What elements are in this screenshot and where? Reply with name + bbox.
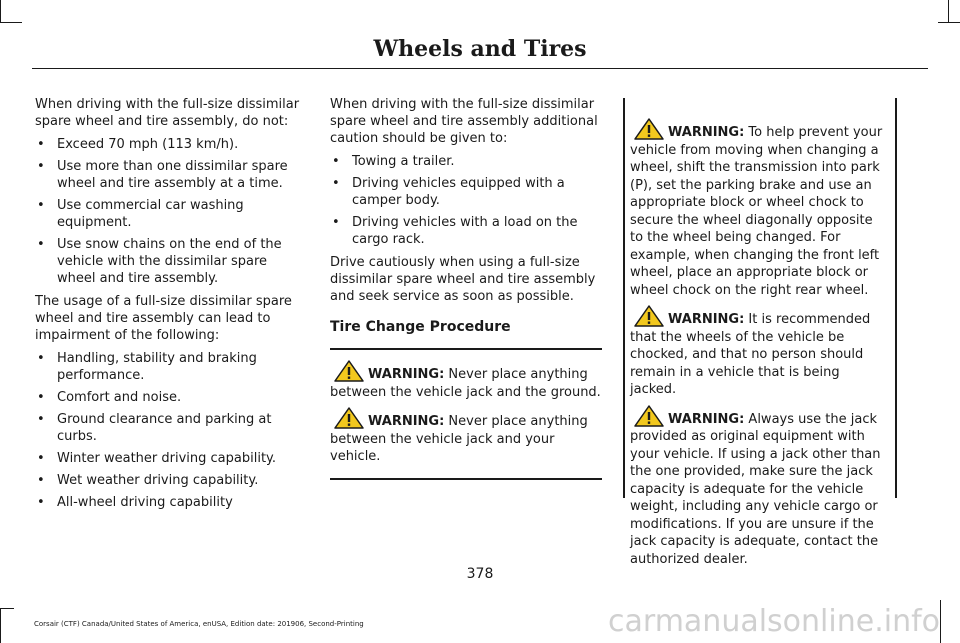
bullet-list (35, 136, 305, 287)
crop-mark (0, 608, 1, 643)
warning-text: It is recommended that the wheels of the vehicle be chocked, and that no person should remain in a vehicle that is being jacked. (630, 312, 871, 397)
list-item: • Towing a trailer. (330, 153, 602, 170)
warning-label: WARNING: (668, 312, 745, 327)
list-item: • Handling, stability and braking performance. (35, 350, 305, 384)
warning (330, 407, 602, 466)
crop-mark (938, 22, 960, 23)
header-divider (32, 68, 928, 69)
warning (630, 305, 888, 399)
warning-label: WARNING: (668, 411, 745, 427)
warning-label: WARNING: (368, 367, 445, 382)
warning-icon (634, 118, 664, 140)
warning-icon (634, 305, 664, 327)
paragraph: The usage of a full-size dissimilar spare wheel and tire assembly can lead to impairment of the following: (35, 294, 292, 343)
bullet-list (330, 153, 602, 248)
list-item: • Winter weather driving capability. (35, 450, 305, 467)
page-number: 378 (466, 566, 494, 582)
page-title: Wheels and Tires (373, 36, 587, 62)
crop-mark (940, 600, 941, 643)
list-item: • Use more than one dissimilar spare wheel and tire assembly at a time. (35, 158, 305, 192)
warning-icon (634, 405, 664, 427)
column-left (35, 96, 305, 517)
list-item: • Use commercial car washing equipment. (35, 197, 305, 231)
warning-label: WARNING: (668, 125, 745, 140)
list-item: • All-wheel driving capability (35, 494, 305, 511)
crop-mark (0, 608, 14, 609)
warning-text: To help prevent your vehicle from moving when changing a wheel, shift the transmission into park (P), set the parking brake and use an appropriate block or wheel chock to secure the wheel diagonally opposite to the wheel being changed. For example, when changing the front left wheel, place an appropriate block or wheel chock on the right rear wheel. (630, 125, 883, 298)
section-heading: Tire Change Procedure (330, 319, 511, 335)
column-right (630, 98, 888, 574)
list-item: • Driving vehicles with a load on the cargo rack. (330, 214, 602, 248)
list-item: • Driving vehicles equipped with a camper body. (330, 175, 602, 209)
warning-text: Always use the jack provided as original equipment with your vehicle. If using a jack other than the one provided, make sure the jack capacity is adequate for the vehicle weight, including any vehicle cargo or modifications. If you are unsure if the jack capacity is adequate, contact the authorized dealer. (630, 411, 881, 567)
crop-mark (948, 0, 949, 22)
crop-mark (0, 22, 22, 23)
warning-text: Never place anything between the vehicle jack and your vehicle. (330, 414, 588, 464)
list-item: • Wet weather driving capability. (35, 472, 305, 489)
warning (330, 360, 602, 401)
warning-icon (334, 407, 364, 429)
warning-text: Never place anything between the vehicle jack and the ground. (330, 367, 601, 400)
crop-mark (0, 0, 1, 22)
list-item: • Comfort and noise. (35, 389, 305, 406)
column-middle (330, 96, 602, 480)
paragraph: Drive cautiously when using a full-size dissimilar spare wheel and tire assembly and seek service as soon as possible. (330, 255, 596, 304)
list-item: • Use snow chains on the end of the vehicle with the dissimilar spare wheel and tire assembly. (35, 236, 305, 287)
list-item: • Ground clearance and parking at curbs. (35, 411, 305, 445)
warning-box (330, 348, 602, 480)
warning (630, 405, 888, 569)
warning (630, 118, 888, 299)
warning-label: WARNING: (368, 414, 445, 429)
paragraph: When driving with the full-size dissimilar spare wheel and tire assembly additional caution should be given to: (330, 97, 598, 146)
paragraph: When driving with the full-size dissimilar spare wheel and tire assembly, do not: (35, 97, 300, 129)
warning-icon (334, 360, 364, 382)
bullet-list (35, 350, 305, 511)
edition-footer: Corsair (CTF) Canada/United States of America, enUSA, Edition date: 201906, Second-Printing (34, 620, 364, 628)
watermark: carmanualsonline.info (608, 604, 940, 639)
list-item: • Exceed 70 mph (113 km/h). (35, 136, 305, 153)
